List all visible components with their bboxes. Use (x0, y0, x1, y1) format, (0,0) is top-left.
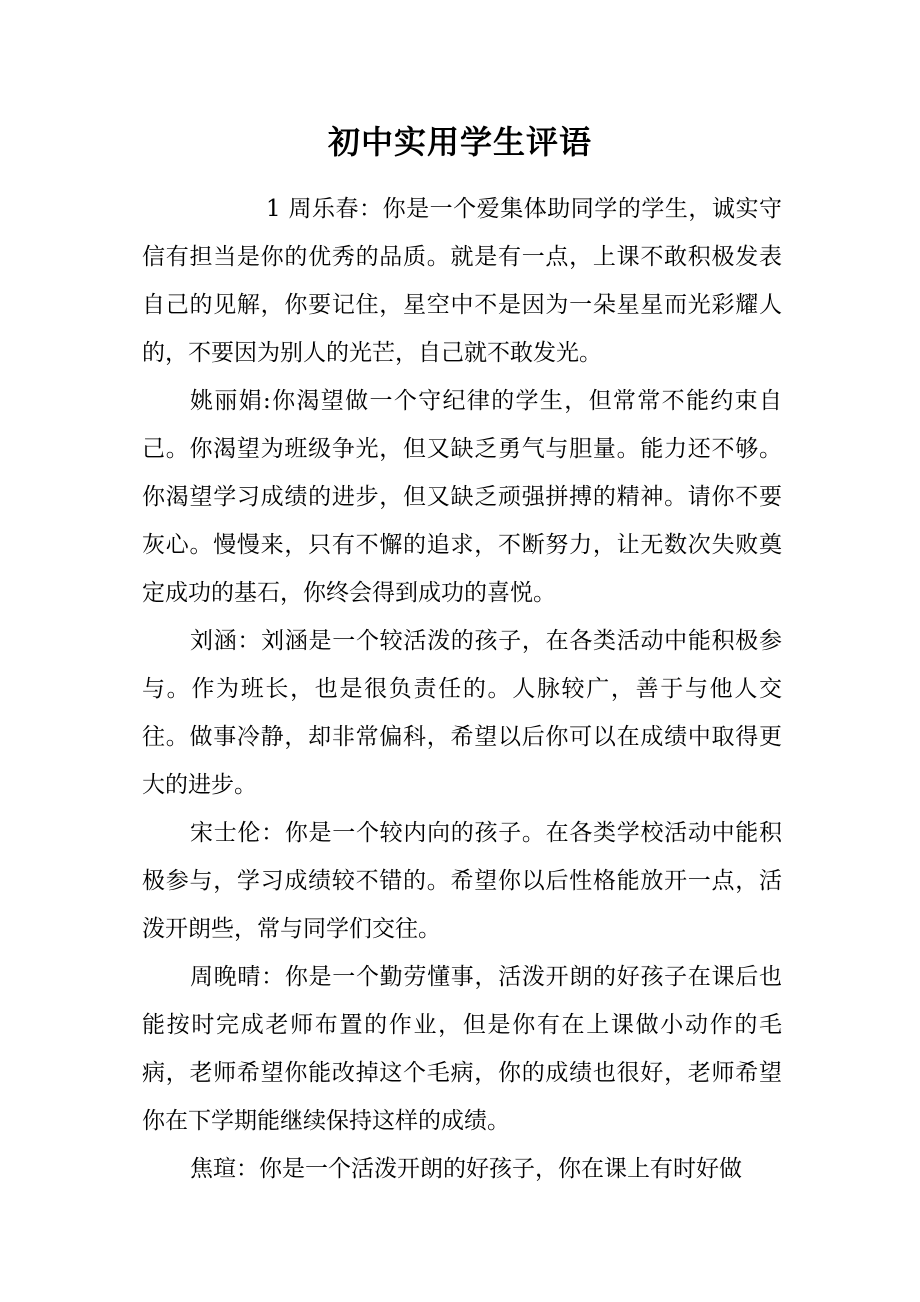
document-body (142, 185, 782, 1193)
paragraph-liu-han: 刘涵：刘涵是一个较活泼的孩子，在各类活动中能积极参与。作为班长，也是很负责任的。人脉较广，善于与他人交往。做事冷静，却非常偏科，希望以后你可以在成绩中取得更大的进步。 (142, 628, 782, 798)
paragraph-jiao-xuan: 焦瑄：你是一个活泼开朗的好孩子，你在课上有时好做 (190, 1156, 742, 1182)
paragraph-song-shilun: 宋士伦：你是一个较内向的孩子。在各类学校活动中能积极参与，学习成绩较不错的。希望你以后性格能放开一点，活泼开朗些，常与同学们交往。 (142, 820, 782, 942)
paragraph-zhou-lechun: 1 周乐春：你是一个爱集体助同学的学生，诚实守信有担当是你的优秀的品质。就是有一点，上课不敢积极发表自己的见解，你要记住，星空中不是因为一朵星星而光彩耀人的，不要因为别人的光芒，自己就不敢发光。 (142, 196, 782, 366)
paragraph-yao-lijuan: 姚丽娟:你渴望做一个守纪律的学生，但常常不能约束自己。你渴望为班级争光，但又缺乏勇气与胆量。能力还不够。你渴望学习成绩的进步，但又缺乏顽强拼搏的精神。请你不要灰心。慢慢来，只有不懈的追求，不断努力，让无数次失败奠定成功的基石，你终会得到成功的喜悦。 (142, 388, 782, 606)
paragraph-zhou-wanqing: 周晚晴：你是一个勤劳懂事，活泼开朗的好孩子在课后也能按时完成老师布置的作业，但是你有在上课做小动作的毛病，老师希望你能改掉这个毛病，你的成绩也很好，老师希望你在下学期能继续保持这样的成绩。 (142, 964, 782, 1134)
page-title: 初中实用学生评语 (327, 123, 592, 161)
